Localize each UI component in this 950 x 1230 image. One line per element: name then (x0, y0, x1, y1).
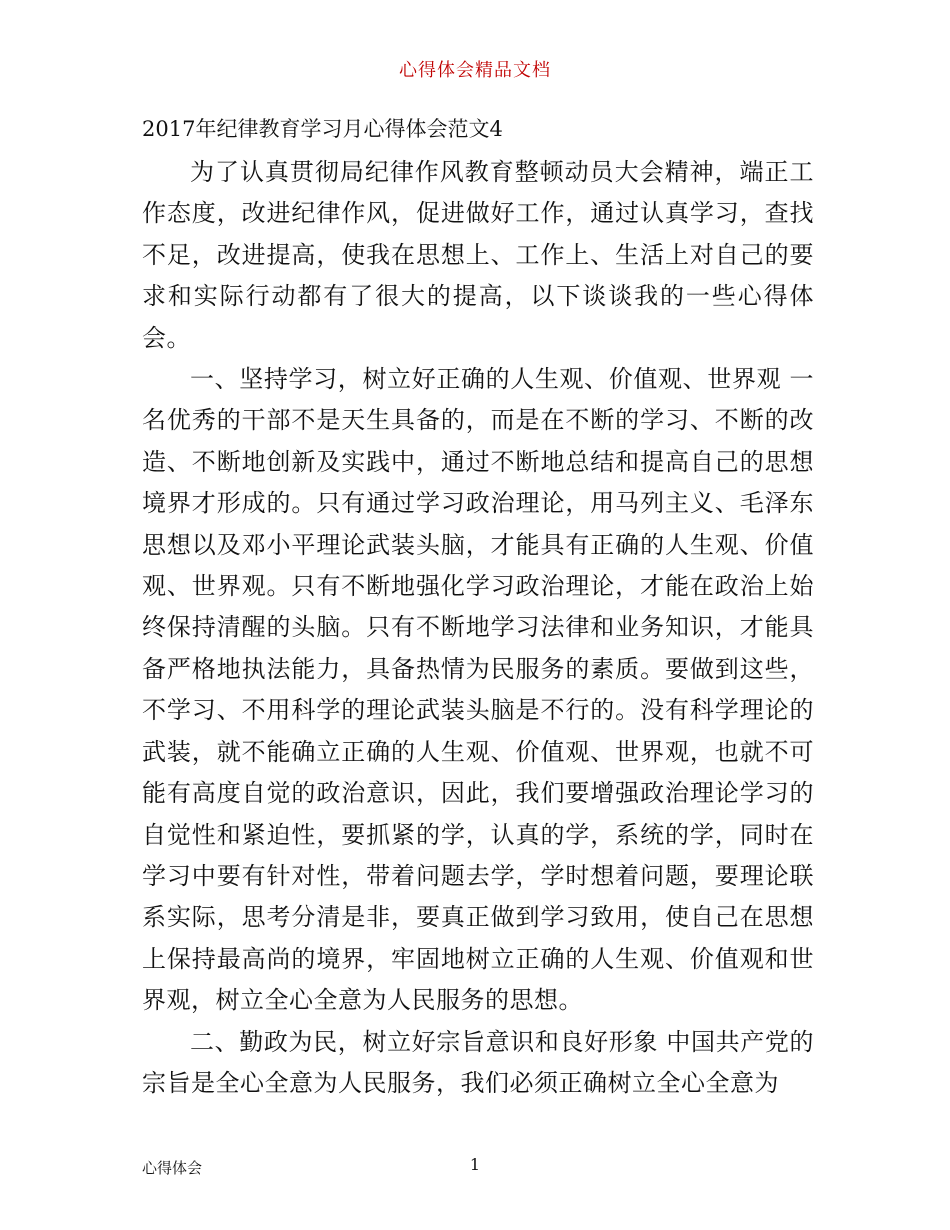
paragraph-section-1: 一、坚持学习，树立好正确的人生观、价值观、世界观 一名优秀的干部不是天生具备的，而是在不断的学习、不断的改造、不断地创新及实践中，通过不断地总结和提高自己的思想境界才形成的。只有通过学习政治理论，用马列主义、毛泽东思想以及邓小平理论武装头脑，才能具有正确的人生观、价值观、世界观。只有不断地强化学习政治理论，才能在政治上始终保持清醒的头脑。只有不断地学习法律和业务知识，才能具备严格地执法能力，具备热情为民服务的素质。要做到这些，不学习、不用科学的理论武装头脑是不行的。没有科学理论的武装，就不能确立正确的人生观、价值观、世界观，也就不可能有高度自觉的政治意识，因此，我们要增强政治理论学习的自觉性和紧迫性，要抓紧的学，认真的学，系统的学，同时在学习中要有针对性，带着问题去学，学时想着问题，要理论联系实际，思考分清是非，要真正做到学习致用，使自己在思想上保持最高尚的境界，牢固地树立正确的人生观、价值观和世界观，树立全心全意为人民服务的思想。 (142, 365, 814, 1015)
page-number: 1 (469, 1155, 481, 1174)
paragraph-section-2: 二、勤政为民，树立好宗旨意识和良好形象 中国共产党的宗旨是全心全意为人民服务，我们必须正确树立全心全意为 (142, 1027, 814, 1097)
document-title: 2017年纪律教育学习月心得体会范文4 (142, 117, 503, 141)
page-header: 心得体会精品文档 (399, 60, 551, 81)
footer-label: 心得体会 (142, 1159, 203, 1177)
document-body (142, 152, 814, 1104)
paragraph-intro: 为了认真贯彻局纪律作风教育整顿动员大会精神，端正工作态度，改进纪律作风，促进做好工作，通过认真学习，查找不足，改进提高，使我在思想上、工作上、生活上对自己的要求和实际行动都有了很大的提高，以下谈谈我的一些心得体会。 (142, 158, 814, 352)
